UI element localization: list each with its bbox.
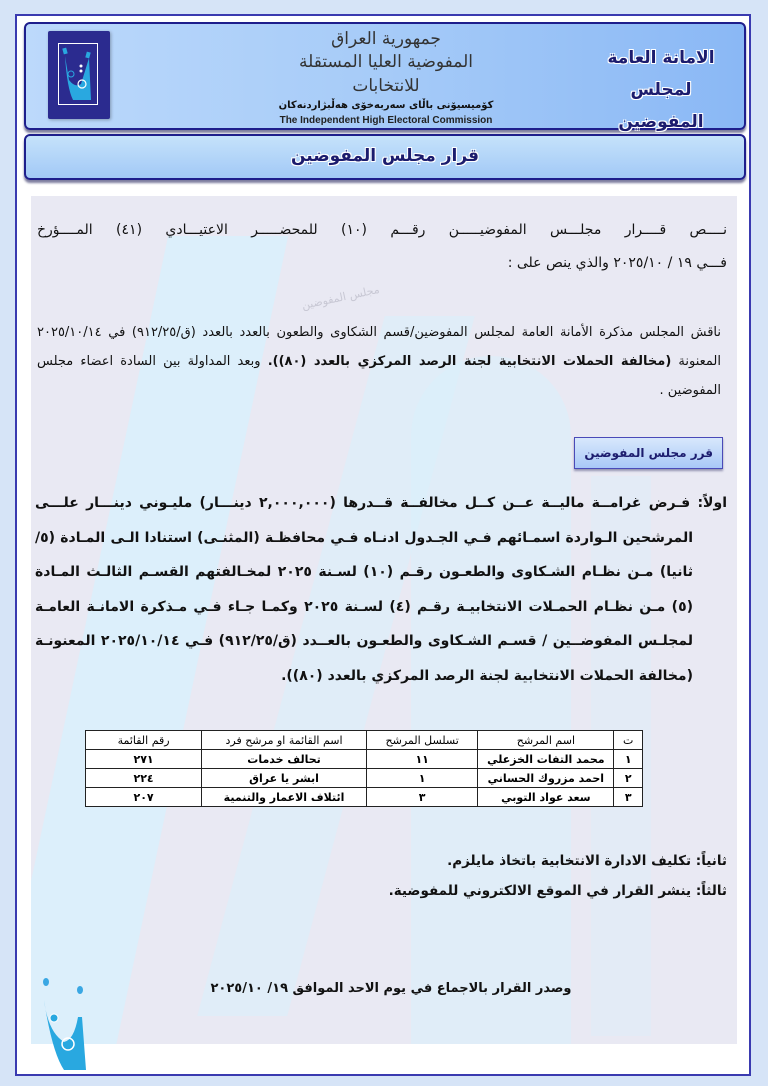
- secretariat-line2: لمجلس المفوضين: [618, 80, 704, 132]
- col-header-candidate-sequence: تسلسل المرشح: [366, 731, 477, 750]
- secretariat-line1: الامانة العامة: [607, 48, 715, 68]
- commission-name-arabic: المفوضية العليا المستقلة للانتخابات: [298, 52, 473, 96]
- closing-statement: وصدر القرار بالاجماع في يوم الاحد الموافق ١٩/ ٢٠٢٥/١٠: [210, 981, 572, 996]
- col-header-index: ت: [614, 731, 643, 750]
- table-row: [86, 788, 643, 807]
- commission-name-block: [271, 28, 501, 126]
- voters-figure-icon: [59, 44, 96, 103]
- letterhead: [24, 22, 746, 130]
- cell-list-name: تحالف خدمات: [202, 750, 367, 769]
- first-decision-body: المرشحين الـواردة اسمـائهم فـي الجـدول ادنـاه فـي محافظـة (المثنـى) استنادا الـى المـادة (٥/ثانيا) مـن نظـام الشـكاوى والطعـون رقـم (١٠) لسـنة ٢٠٢٥ لمخـالفتهم القسـم الثالـث المـادة (٥) مـن نظـام الحمـلات الانتخابيـة رقـم (٤) لسـنة ٢٠٢٥ وكمـا جـاء فـي مـذكرة الامانـة العامـة لمجلـس المفوضــين / قسـم الشـكاوى والطعـون بالعــدد (ق/٩١٢/٢٥) فـي ٢٠٢٥/١٠/١٤ المعنونـة (مخالفة الحملات الانتخابية لجنة الرصد المركزي بالعدد (٨٠)).: [35, 529, 694, 684]
- cell-list-name: ائتلاف الاعمار والتنمية: [202, 788, 367, 807]
- cell-index: ١: [614, 750, 643, 769]
- intro-line2: فـــي ١٩ / ٢٠٢٥/١٠ والذي ينص على :: [507, 255, 727, 271]
- voters-figure-icon: [38, 972, 98, 1072]
- document-body: [31, 196, 737, 1044]
- discussion-paragraph: [37, 318, 721, 405]
- ihec-logo: [48, 31, 110, 119]
- ihec-watermark-logo: [38, 972, 98, 1072]
- cell-candidate-sequence: ٣: [366, 788, 477, 807]
- cell-index: ٢: [614, 769, 643, 788]
- cell-list-number: ٢٧١: [86, 750, 202, 769]
- third-decision: ثالثاً: ينشر القرار في الموقع الالكتروني للمفوضية.: [388, 883, 727, 899]
- second-decision: ثانياً: تكليف الادارة الانتخابية باتخاذ مايلزم.: [447, 853, 727, 869]
- table-row: [86, 769, 643, 788]
- candidates-table: [85, 730, 643, 807]
- ballot-box-icon: [58, 43, 98, 105]
- cell-list-number: ٢٠٧: [86, 788, 202, 807]
- cell-index: ٣: [614, 788, 643, 807]
- col-header-list-name: اسم القائمة او مرشح فرد: [202, 731, 367, 750]
- first-decision-paragraph: [35, 486, 727, 693]
- watermark-text: مجلس المفوضين: [300, 282, 381, 313]
- discussion-subject: (مخالفة الحملات الانتخابية لجنة الرصد المركزي بالعدد (٨٠)).: [267, 354, 672, 369]
- cell-candidate-name: احمد مزروك الحساني: [478, 769, 614, 788]
- cell-list-name: ابشر يا عراق: [202, 769, 367, 788]
- col-header-candidate-name: اسم المرشح: [478, 731, 614, 750]
- cell-candidate-name: محمد التفات الخزعلي: [478, 750, 614, 769]
- commission-name-english: The Independent High Electoral Commission: [279, 115, 493, 126]
- second-third-decisions: [327, 846, 727, 906]
- commission-name-kurdish: كۆمیسیۆنی باڵای سەربەخۆی هەڵبژاردنەکان: [278, 100, 494, 111]
- first-decision-line1: اولاً: فـرض غرامــة ماليــة عــن كــل مخالفــة قــدرها (٢,٠٠٠,٠٠٠ دينـــار) مليـوني دينـــار علـــى: [35, 495, 727, 511]
- republic-name: جمهورية العراق: [331, 29, 441, 49]
- discussion-text: ناقش المجلس مذكرة الأمانة العامة لمجلس المفوضين/قسم الشكاوى والطعون بالعدد بالعدد (ق/٩١٢/٢٥) في ٢٠٢٥/١٠/١٤ المعنونة: [37, 325, 721, 369]
- table-header-row: [86, 731, 643, 750]
- cell-candidate-sequence: ١١: [366, 750, 477, 769]
- document-title: قرار مجلس المفوضين: [24, 134, 746, 180]
- col-header-list-number: رقم القائمة: [86, 731, 202, 750]
- decision-heading-badge: قرر مجلس المفوضين: [574, 437, 723, 469]
- intro-paragraph: [37, 214, 727, 280]
- intro-line1: نــــص قــــرار مجلـــس المفوضيـــــن رقـــم (١٠) للمحضـــــر الاعتيـــادي (٤١) المــــؤرخ: [37, 222, 727, 238]
- cell-candidate-sequence: ١: [366, 769, 477, 788]
- cell-list-number: ٢٢٤: [86, 769, 202, 788]
- cell-candidate-name: سعد عواد التوبي: [478, 788, 614, 807]
- watermark-shape: [411, 356, 571, 1044]
- table-row: [86, 750, 643, 769]
- secretariat-label: [596, 42, 726, 138]
- discussion-closing: وبعد المداولة بين السادة اعضاء مجلس المفوضين .: [37, 354, 721, 398]
